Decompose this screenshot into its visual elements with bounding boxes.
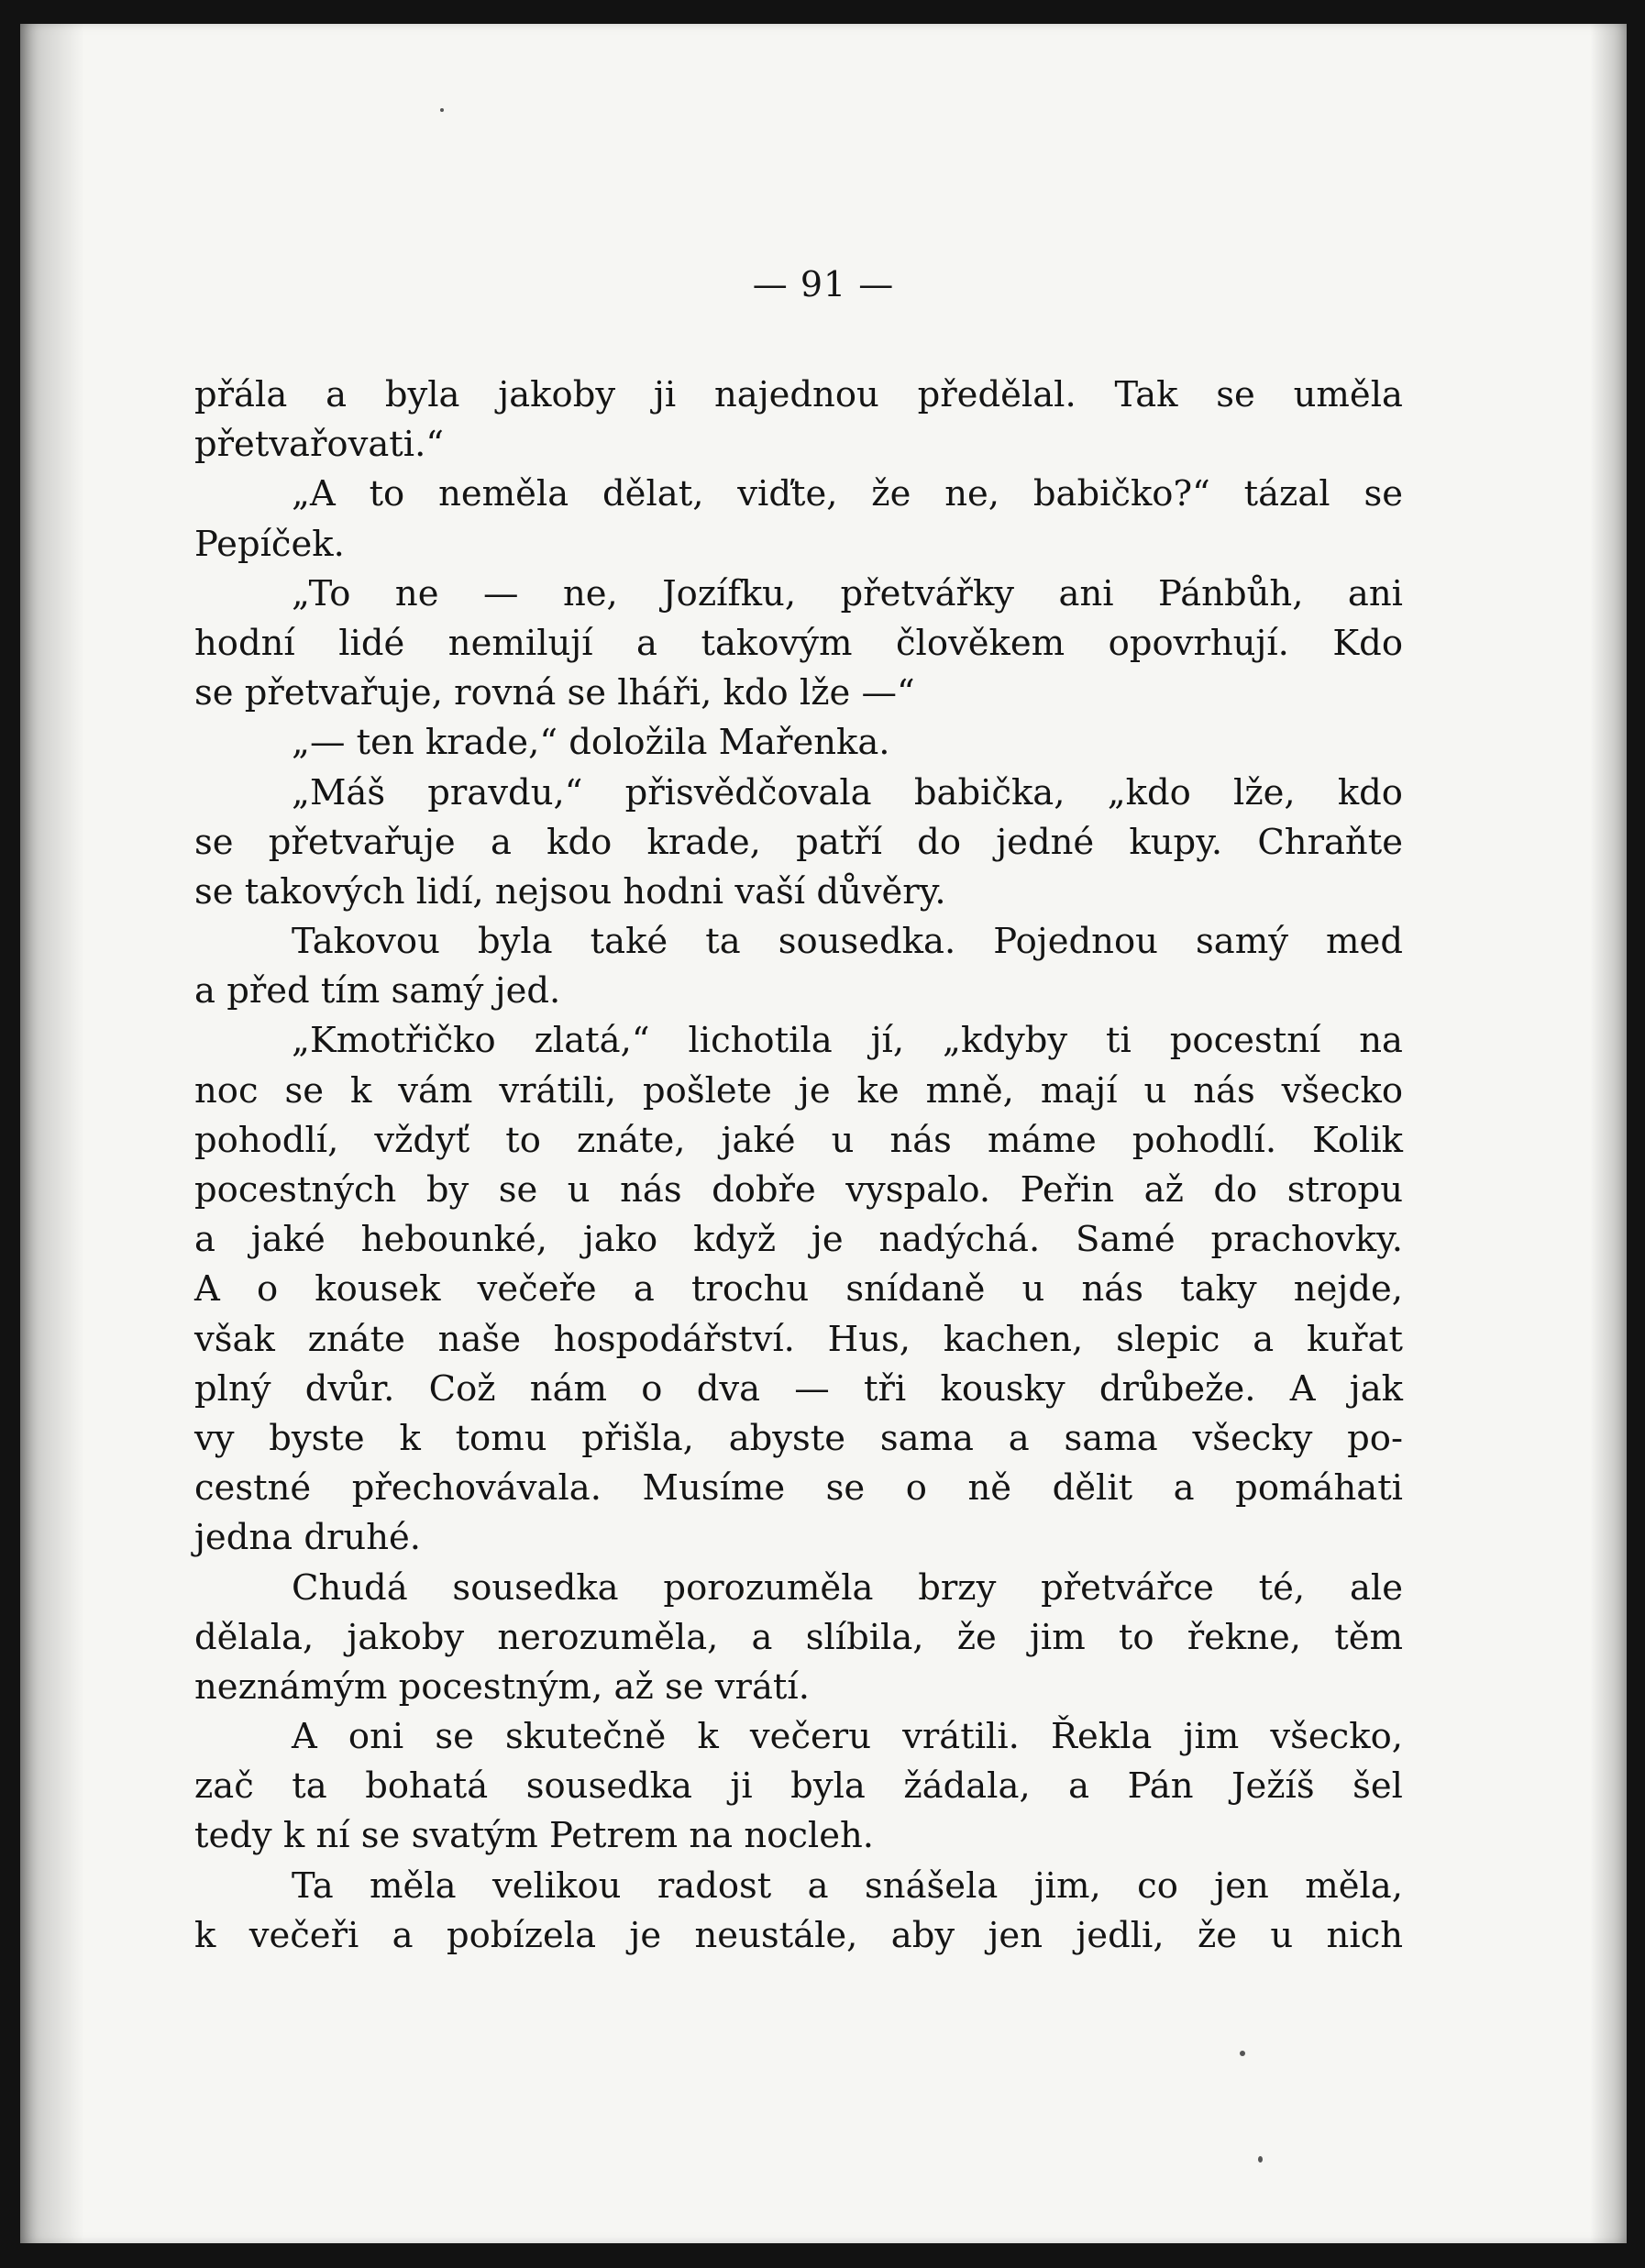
- paper-speck: [440, 108, 444, 112]
- text-line: k večeři a pobízela je neustále, aby jen jedli, že u nich: [194, 1914, 1403, 1956]
- gutter-shadow: [20, 24, 84, 2243]
- text-line: Takovou byla také ta sousedka. Pojednou samý med: [292, 921, 1403, 963]
- text-line: plný dvůr. Což nám o dva — tři kousky drůbeže. A jak: [194, 1367, 1403, 1410]
- text-line: „A to neměla dělat, viďte, že ne, babičko?“ tázal se: [292, 473, 1403, 515]
- text-line: a před tím samý jed.: [194, 970, 561, 1012]
- text-line: zač ta bohatá sousedka ji byla žádala, a Pán Ježíš šel: [194, 1765, 1403, 1808]
- text-line: pohodlí, vždyť to znáte, jaké u nás máme pohodlí. Kolik: [194, 1119, 1403, 1161]
- body-text: [194, 371, 1403, 1961]
- text-line: hodní lidé nemilují a takovým člověkem opovrhují. Kdo: [194, 622, 1403, 664]
- text-line: přetvařovati.“: [194, 424, 445, 466]
- text-line: neznámým pocestným, až se vrátí.: [194, 1665, 810, 1708]
- paper-speck: [1258, 2156, 1263, 2163]
- text-line: a jaké hebounké, jako když je nadýchá. Samé prachovky.: [194, 1219, 1403, 1261]
- text-line: se přetvařuje, rovná se lháři, kdo lže —“: [194, 672, 915, 714]
- page-number: — 91 —: [752, 264, 895, 304]
- text-line: „— ten krade,“ doložila Mařenka.: [292, 722, 890, 764]
- text-line: „Máš pravdu,“ přisvědčovala babička, „kdo lže, kdo: [292, 771, 1403, 813]
- text-line: noc se k vám vrátili, pošlete je ke mně, mají u nás všecko: [194, 1069, 1403, 1112]
- text-line: Chudá sousedka porozuměla brzy přetvářce té, ale: [292, 1566, 1403, 1609]
- text-line: cestné přechovávala. Musíme se o ně dělit a pomáhati: [194, 1467, 1403, 1510]
- text-line: však znáte naše hospodářství. Hus, kachen, slepic a kuřat: [194, 1318, 1403, 1360]
- text-line: Pepíček.: [194, 523, 345, 565]
- text-line: A oni se skutečně k večeru vrátili. Řekla jim všecko,: [292, 1716, 1403, 1758]
- paper-speck: [1240, 2051, 1245, 2056]
- text-line: přála a byla jakoby ji najednou předělal. Tak se uměla: [194, 374, 1403, 415]
- text-line: vy byste k tomu přišla, abyste sama a sama všecky po-: [194, 1417, 1403, 1459]
- text-line: tedy k ní se svatým Petrem na nocleh.: [194, 1815, 875, 1857]
- book-page: [20, 24, 1627, 2243]
- page-edge-shadow: [1590, 24, 1627, 2243]
- text-line: „Kmotřičko zlatá,“ lichotila jí, „kdyby ti pocestní na: [292, 1020, 1403, 1062]
- text-line: A o kousek večeře a trochu snídaně u nás taky nejde,: [194, 1268, 1403, 1311]
- text-line: jedna druhé.: [194, 1517, 422, 1559]
- text-line: pocestných by se u nás dobře vyspalo. Peřin až do stropu: [194, 1169, 1403, 1211]
- text-line: se přetvařuje a kdo krade, patří do jedné kupy. Chraňte: [194, 821, 1403, 863]
- text-line: „To ne — ne, Jozífku, přetvářky ani Pánbůh, ani: [292, 572, 1403, 614]
- text-line: dělala, jakoby nerozuměla, a slíbila, že jim to řekne, těm: [194, 1616, 1403, 1658]
- text-line: se takových lidí, nejsou hodni vaší důvěry.: [194, 870, 946, 913]
- text-line: Ta měla velikou radost a snášela jim, co jen měla,: [292, 1864, 1403, 1907]
